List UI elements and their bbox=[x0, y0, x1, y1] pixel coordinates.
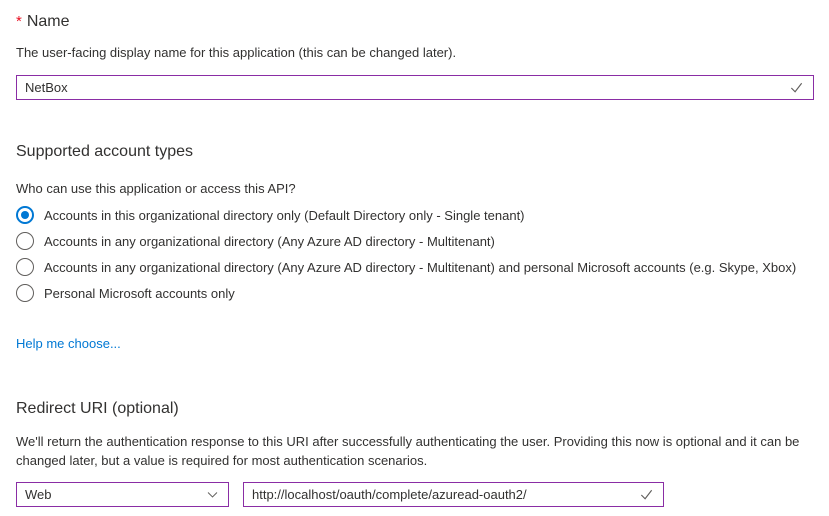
platform-select-value: Web bbox=[25, 487, 52, 502]
radio-button-icon[interactable] bbox=[16, 284, 34, 302]
redirect-uri-input[interactable] bbox=[244, 483, 639, 506]
checkmark-icon bbox=[639, 487, 654, 502]
radio-label: Accounts in this organizational directory only (Default Directory only - Single tenant) bbox=[44, 207, 525, 223]
account-types-question: Who can use this application or access this API? bbox=[16, 181, 296, 196]
redirect-uri-section-title: Redirect URI (optional) bbox=[16, 400, 179, 417]
redirect-uri-description: We'll return the authentication response to this URI after successfully authenticating the user. Providing this now is optional and it can be changed later, but a value is required for most authentication scenarios. bbox=[16, 434, 800, 468]
redirect-uri-controls bbox=[16, 482, 814, 507]
account-types-section-title: Supported account types bbox=[16, 143, 194, 160]
name-section-title bbox=[16, 12, 814, 31]
required-marker: * bbox=[16, 13, 22, 30]
checkmark-icon bbox=[789, 80, 804, 95]
radio-label: Accounts in any organizational directory (Any Azure AD directory - Multitenant) bbox=[44, 233, 495, 249]
account-types-radio-group bbox=[16, 206, 814, 302]
radio-button-icon[interactable] bbox=[16, 206, 34, 224]
radio-label: Personal Microsoft accounts only bbox=[44, 285, 235, 301]
radio-button-icon[interactable] bbox=[16, 258, 34, 276]
name-field-container bbox=[16, 75, 814, 100]
radio-button-icon[interactable] bbox=[16, 232, 34, 250]
name-description: The user-facing display name for this application (this can be changed later). bbox=[16, 45, 457, 60]
chevron-down-icon bbox=[206, 488, 219, 501]
account-type-option-personal-only[interactable] bbox=[16, 284, 814, 302]
account-type-option-multitenant-personal[interactable] bbox=[16, 258, 814, 276]
redirect-uri-field-container bbox=[243, 482, 664, 507]
name-title-text: Name bbox=[26, 13, 70, 30]
platform-select-dropdown[interactable] bbox=[16, 482, 229, 507]
account-type-option-single-tenant[interactable] bbox=[16, 206, 814, 224]
name-input[interactable] bbox=[17, 76, 789, 99]
help-me-choose-link[interactable]: Help me choose... bbox=[16, 336, 121, 351]
account-type-option-multitenant[interactable] bbox=[16, 232, 814, 250]
radio-dot bbox=[21, 211, 29, 219]
radio-label: Accounts in any organizational directory (Any Azure AD directory - Multitenant) and personal Microsoft accounts (e.g. Skype, Xbox) bbox=[44, 259, 797, 275]
